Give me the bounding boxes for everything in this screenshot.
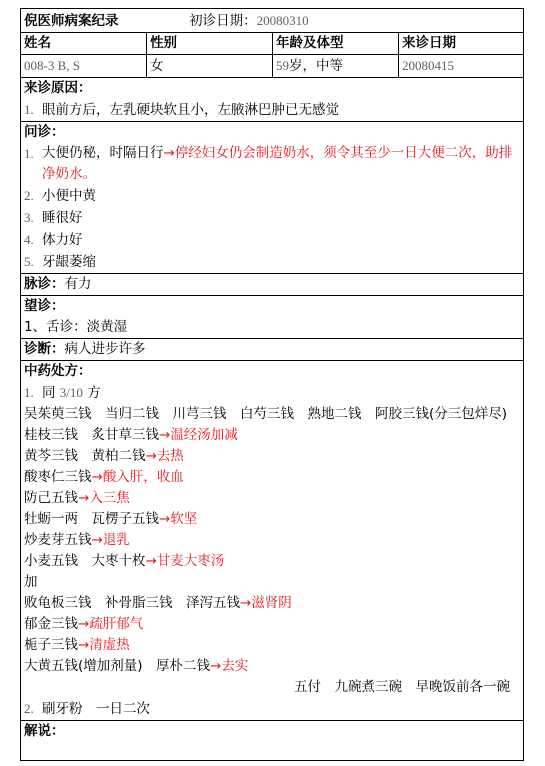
inquiry-item-3: 3. 睡很好	[24, 210, 83, 226]
herb-line: 小麦五钱 大枣十枚→甘麦大枣汤	[24, 553, 225, 569]
first-visit-label: 初诊日期：	[189, 12, 257, 29]
diagnosis-heading: 诊断：	[24, 341, 65, 357]
herb-line: 败龟板三钱 补骨脂三钱 泽泻五钱→滋肾阴	[24, 595, 292, 611]
herb-line: 牡蛎一两 瓦楞子五钱→软坚	[24, 511, 198, 527]
arrow-icon: →	[163, 145, 175, 161]
herb-line: 防己五钱→入三焦	[24, 490, 130, 506]
patient-value-row	[21, 55, 524, 78]
prescription-heading: 中药处方：	[24, 363, 92, 379]
patient-age	[273, 55, 399, 78]
inquiry-heading: 问诊：	[24, 124, 65, 140]
inquiry-item-5: 5. 牙龈萎缩	[24, 254, 96, 270]
title-row	[21, 9, 524, 33]
prescription-item-2: 2. 刷牙粉 一日二次	[24, 701, 150, 717]
prescription-item-1: 1. 同 3/10 方	[24, 385, 101, 401]
inquiry-item-4: 4. 体力好	[24, 232, 83, 248]
herb-line: 大黄五钱(增加剂量) 厚朴二钱→去实	[24, 658, 249, 674]
patient-name: 008-3 B, S	[21, 55, 147, 78]
dosage-instructions: 五付 九碗煮三碗 早晚饭前各一碗	[294, 679, 511, 695]
arrow-icon: →	[78, 637, 90, 653]
arrow-icon: →	[78, 616, 90, 632]
inspection-heading: 望诊：	[24, 298, 65, 314]
arrow-icon: →	[240, 595, 252, 611]
pulse-value: 有力	[64, 276, 92, 292]
tongue-diagnosis: 1、舌诊：淡黄湿	[24, 319, 128, 335]
col-header-visit-date: 来诊日期	[399, 33, 524, 55]
arrow-icon: →	[210, 658, 222, 674]
arrow-icon: →	[91, 469, 103, 485]
diagnosis-row	[21, 339, 524, 361]
col-header-age: 年龄及体型	[273, 33, 399, 55]
reason-item: 1. 眼前方后，左乳硬块软且小，左腋淋巴肿已无感觉	[24, 102, 339, 118]
arrow-icon: →	[78, 490, 90, 506]
reason-heading: 来诊原因：	[24, 80, 92, 96]
inquiry-item-2: 2. 小便中黄	[24, 188, 96, 204]
herb-line: 吴茱萸三钱 当归二钱 川芎三钱 白芍三钱 熟地二钱 阿胶三钱(分三包烊尽) 桂枝三钱 炙甘草三钱→温经汤加减	[24, 406, 521, 443]
arrow-icon: →	[91, 532, 103, 548]
prescription-row	[21, 361, 524, 721]
add-label: 加	[24, 574, 38, 590]
record-table	[20, 8, 524, 761]
herb-line: 炒麦芽五钱→退乳	[24, 532, 130, 548]
record-title: 倪医师病案纪录	[24, 12, 119, 29]
col-header-name: 姓名	[21, 33, 147, 55]
explanation-heading: 解说：	[24, 723, 65, 739]
patient-gender: 女	[147, 55, 273, 78]
reason-row	[21, 78, 524, 122]
arrow-icon: →	[159, 427, 171, 443]
patient-header-row	[21, 33, 524, 55]
arrow-icon: →	[145, 448, 157, 464]
herb-line: 酸枣仁三钱→酸入肝，收血	[24, 469, 184, 485]
patient-age-build: 岁，中等	[289, 58, 343, 74]
inspection-row	[21, 296, 524, 339]
herb-line: 黄芩三钱 黄柏二钱→去热	[24, 448, 184, 464]
col-header-gender: 性别	[147, 33, 273, 55]
pulse-row	[21, 274, 524, 296]
case-record	[20, 8, 523, 761]
first-visit-date: 20080310	[256, 12, 309, 28]
inquiry-row	[21, 122, 524, 274]
herb-line: 郁金三钱→疏肝郁气	[24, 616, 144, 632]
patient-visit-date: 20080415	[399, 55, 524, 78]
arrow-icon: →	[159, 511, 171, 527]
diagnosis-value: 病人进步许多	[64, 341, 146, 357]
pulse-heading: 脉诊：	[24, 276, 65, 292]
patient-age-number: 59	[276, 58, 289, 73]
inquiry-item-1: 1. 大便仍秘，时隔日行→停经妇女仍会制造奶水，须令其至少一日大便二次，助排净奶水。	[24, 145, 513, 182]
herb-line: 栀子三钱→清虚热	[24, 637, 130, 653]
arrow-icon: →	[145, 553, 157, 569]
explanation-row	[21, 721, 524, 761]
